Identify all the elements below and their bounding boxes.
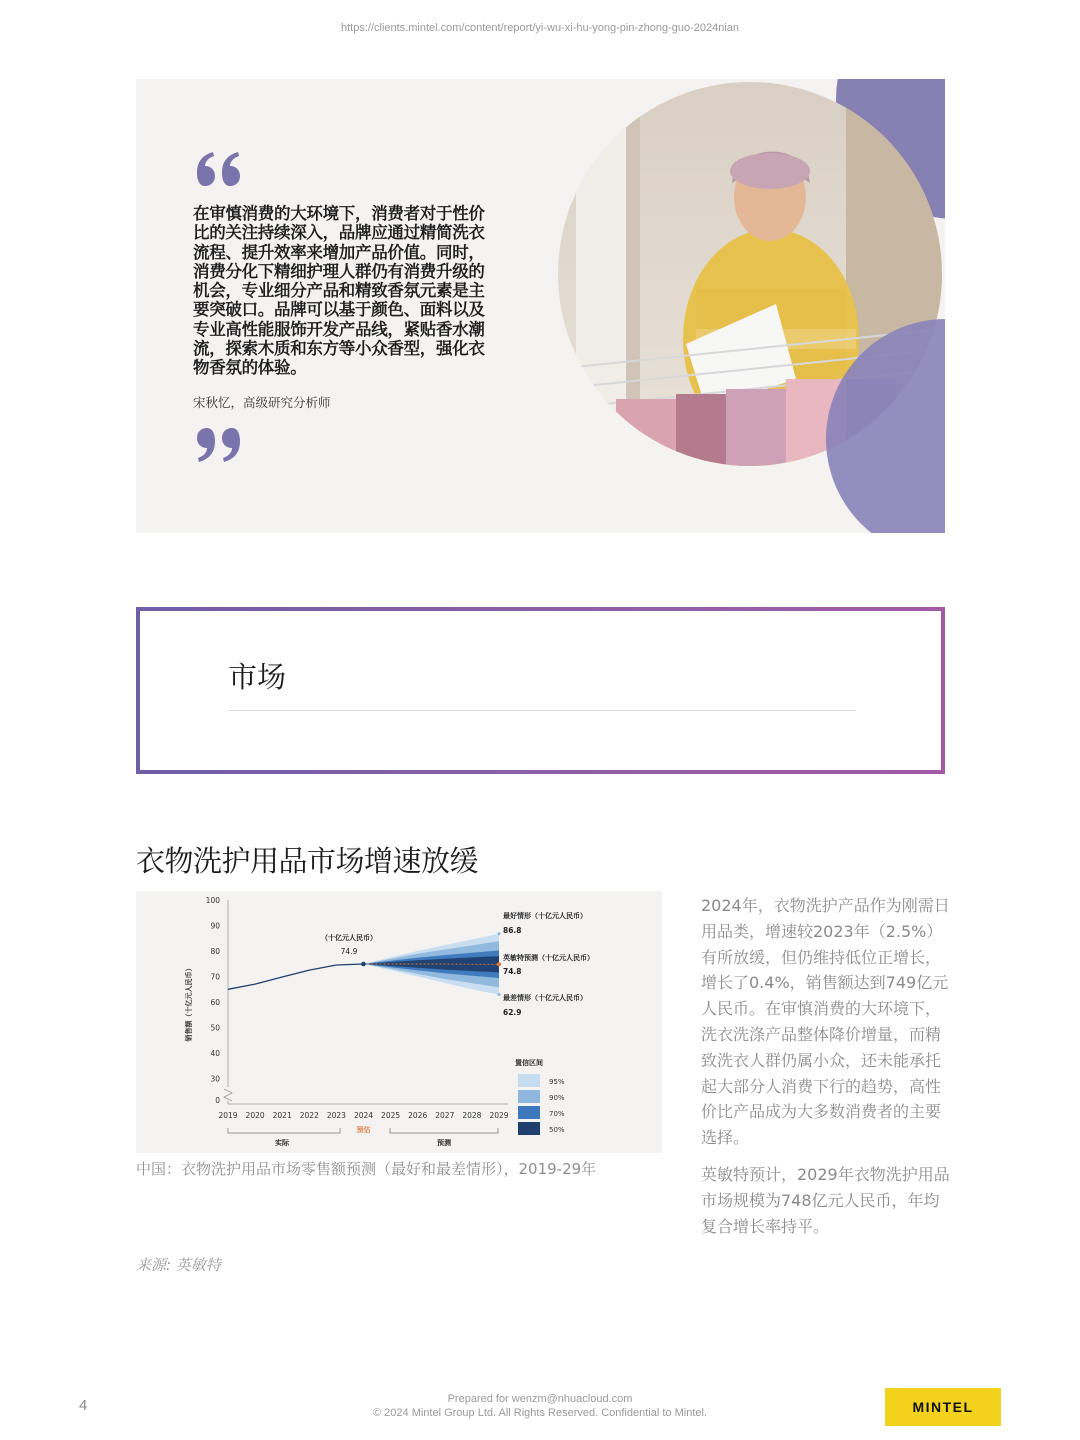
forecast-value: 74.8 — [503, 967, 522, 976]
point-2029-worst — [498, 993, 501, 996]
footer-prepared-for: Prepared for wenzm@nhuacloud.com — [447, 1393, 633, 1405]
legend-swatch — [518, 1106, 540, 1119]
y-axis-break — [224, 1089, 232, 1101]
body-paragraph-1: 2024年，衣物洗护产品作为刚需日用品类，增速较2023年（2.5%）有所放缓，但仍维持低位正增长，增长了0.4%，销售额达到749亿元人民币。在审慎消费的大环境下，洗衣洗涤产品整体降价增量，而精致洗衣人群仍属小众，还未能承托起大部分人消费下行的趋势，高性价比产品成为大多数消费者的主要选择。 — [701, 896, 950, 1148]
x-tick-label: 2026 — [408, 1111, 428, 1120]
x-tick-label: 2023 — [326, 1111, 346, 1120]
y-tick-label: 70 — [210, 972, 220, 982]
actual-period-label: 实际 — [275, 1139, 289, 1147]
y-tick-label: 90 — [210, 921, 220, 931]
actual-series-line — [228, 964, 364, 989]
source-note: 来源: 英敏特 — [136, 1256, 221, 1274]
worst-case-value: 62.9 — [503, 1008, 522, 1017]
chart-caption: 中国：衣物洗护用品市场零售额预测（最好和最差情形），2019-29年 — [136, 1160, 597, 1178]
point-2024 — [361, 962, 366, 967]
legend-label: 50% — [549, 1126, 565, 1134]
article-heading: 衣物洗护用品市场增速放缓 — [136, 844, 479, 878]
value-2024-label: 74.9 — [340, 947, 358, 956]
footer-copyright: © 2024 Mintel Group Ltd. All Rights Reserved. Confidential to Mintel. — [373, 1407, 707, 1419]
page-url: https://clients.mintel.com/content/report/yi-wu-xi-hu-yong-pin-zhong-guo-2024nian — [340, 22, 740, 34]
legend-swatch — [518, 1122, 540, 1135]
section-title: 市场 — [228, 660, 287, 694]
x-tick-label: 2025 — [381, 1111, 401, 1120]
worst-case-label: 最差情形（十亿元人民币） — [503, 994, 587, 1002]
unit-annotation: （十亿元人民币） — [321, 934, 377, 942]
chart-panel — [136, 891, 662, 1153]
y-tick-label: 30 — [210, 1074, 220, 1084]
legend-swatch — [518, 1074, 540, 1087]
open-quote-icon — [193, 151, 245, 187]
forecast-label: 英敏特预测（十亿元人民币） — [503, 954, 594, 962]
x-tick-label: 2029 — [489, 1111, 509, 1120]
actual-period-bracket — [228, 1128, 340, 1133]
y-tick-label: 0 — [215, 1096, 220, 1105]
y-tick-label: 60 — [210, 998, 220, 1007]
best-case-value: 86.8 — [503, 926, 522, 935]
quote-text: 在审慎消费的大环境下，消费者对于性价比的关注持续深入，品牌应通过精简洗衣流程、提升效率来增加产品价值。同时，消费分化下精细护理人群仍有消费升级的机会，专业细分产品和精致香氛元素是主要突破口。品牌可以基于颜色、面料以及专业高性能服饰开发产品线，紧贴香水潮流，探索木质和东方等小众香型，强化衣物香氛的体验。 — [193, 204, 485, 378]
legend-label: 95% — [549, 1078, 565, 1086]
forecast-period-bracket — [390, 1128, 498, 1133]
y-tick-label: 100 — [205, 896, 220, 905]
x-tick-label: 2022 — [299, 1111, 319, 1120]
point-2029-best — [498, 932, 501, 935]
x-tick-label: 2021 — [272, 1111, 292, 1120]
close-quote-icon — [193, 427, 245, 463]
logo-text: MINTEL — [912, 1399, 974, 1415]
x-tick-label: 2027 — [435, 1111, 455, 1120]
page-number: 4 — [79, 1397, 88, 1414]
laundry-photo — [556, 79, 945, 533]
mintel-logo — [885, 1388, 1001, 1426]
legend-title: 置信区间 — [515, 1059, 543, 1067]
y-axis-title: 销售额（十亿元人民币） — [185, 964, 193, 1042]
section-header-box — [136, 607, 945, 774]
quote-author: 宋秋忆，高级研究分析师 — [193, 395, 331, 410]
best-case-label: 最好情形（十亿元人民币） — [503, 912, 587, 920]
estimate-period-label: 预估 — [356, 1126, 371, 1134]
x-tick-label: 2028 — [462, 1111, 482, 1120]
legend-swatch — [518, 1090, 540, 1103]
section-divider — [228, 710, 856, 711]
point-2029-forecast — [497, 962, 501, 966]
x-tick-label: 2020 — [245, 1111, 265, 1120]
market-forecast-chart — [136, 891, 662, 1153]
legend-label: 90% — [549, 1094, 565, 1102]
x-tick-label: 2024 — [353, 1111, 374, 1120]
quote-card — [136, 79, 945, 533]
body-paragraph-2: 英敏特预计，2029年衣物洗护用品市场规模为748亿元人民币，年均复合增长率持平。 — [701, 1165, 950, 1236]
y-tick-label: 80 — [210, 947, 220, 956]
y-tick-label: 40 — [210, 1049, 220, 1058]
y-tick-label: 50 — [210, 1023, 220, 1033]
x-tick-label: 2019 — [218, 1111, 238, 1120]
forecast-period-label: 预测 — [437, 1139, 451, 1147]
legend-label: 70% — [549, 1110, 565, 1118]
